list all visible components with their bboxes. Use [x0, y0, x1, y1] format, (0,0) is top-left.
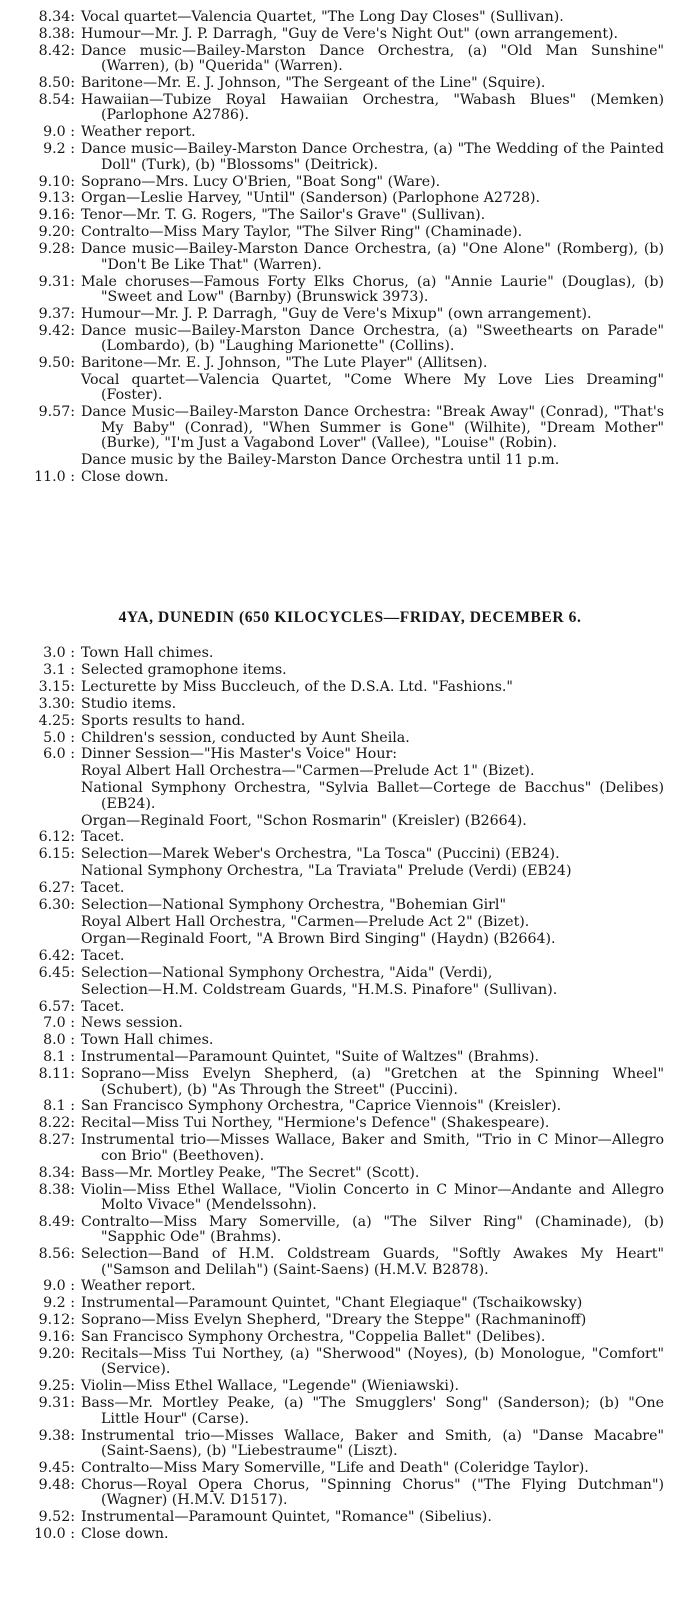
programme-entry: [0, 1347, 700, 1378]
programme-entry: [0, 1296, 700, 1311]
programme-entry: [0, 10, 700, 25]
entry-text: Male choruses—Famous Forty Elks Chorus, (a) "Annie Laurie" (Douglas), (b) "Sweet and Low" (Barnby) (Brunswick 3973).: [81, 273, 664, 305]
programme-entry: [0, 847, 700, 862]
entry-text: Soprano—Mrs. Lucy O'Brien, "Boat Song" (Ware).: [81, 173, 441, 190]
entry-text: Selection—Marek Weber's Orchestra, "La Tosca" (Puccini) (EB24).: [81, 846, 560, 863]
entry-time: 7.0 :: [43, 1015, 75, 1032]
programme-entry: [0, 275, 700, 306]
entry-text: Organ—Reginald Foort, "Schon Rosmarin" (Kreisler) (B2664).: [81, 812, 527, 829]
entry-text: Royal Albert Hall Orchestra—"Carmen—Prelude Act 1" (Bizet).: [81, 763, 535, 780]
entry-text: Selection—H.M. Coldstream Guards, "H.M.S. Pinafore" (Sullivan).: [81, 981, 558, 998]
entry-time: 6.27:: [38, 880, 75, 897]
entry-time: 3.30:: [38, 695, 75, 712]
programme-entry: [0, 142, 700, 173]
programme-entry: [0, 915, 700, 930]
entry-text: Dance music by the Bailey-Marston Dance Orchestra until 11 p.m.: [81, 451, 560, 468]
entry-time: 9.13:: [38, 190, 75, 207]
station-header: 4YA, DUNEDIN (650 KILOCYCLES—FRIDAY, DECEMBER 6.: [118, 609, 582, 626]
entry-text: Children's session, conducted by Aunt Sheila.: [81, 729, 410, 746]
entry-text: Humour—Mr. J. P. Darragh, "Guy de Vere's Night Out" (own arrangement).: [81, 25, 619, 42]
entry-time: 6.12:: [38, 829, 75, 846]
programme-entry: [0, 356, 700, 371]
programme-entry: [0, 373, 700, 404]
entry-time: 8.11:: [38, 1066, 75, 1083]
programme-entry: [0, 242, 700, 273]
entry-time: 8.38:: [38, 25, 75, 42]
entry-time: 9.52:: [38, 1509, 75, 1526]
entry-time: 11.0 :: [34, 468, 75, 485]
entry-time: 9.48:: [38, 1476, 75, 1493]
entry-time: 9.12:: [38, 1312, 75, 1329]
entry-time: 9.31:: [38, 1395, 75, 1412]
entry-text: San Francisco Symphony Orchestra, "Caprice Viennois" (Kreisler).: [81, 1098, 562, 1115]
programme-entry: [0, 1429, 700, 1460]
programme-entry: [0, 1478, 700, 1509]
entry-text: Dance music—Bailey-Marston Dance Orchestra, (a) "The Wedding of the Painted Doll" (Turk), (b) "Blossoms" (Deitrick).: [81, 141, 664, 173]
programme-entry: [0, 747, 700, 762]
entry-time: 9.0 :: [43, 1278, 75, 1295]
entry-time: 9.37:: [38, 305, 75, 322]
programme-entry: [0, 27, 700, 42]
programme-entry: [0, 1396, 700, 1427]
programme-entry: [0, 1016, 700, 1031]
entry-text: Tacet.: [81, 829, 125, 846]
entry-time: 9.31:: [38, 273, 75, 290]
entry-text: Vocal quartet—Valencia Quartet, "Come Where My Love Lies Dreaming" (Foster).: [81, 371, 664, 404]
programme-entry: [0, 225, 700, 240]
programme-entry: [0, 453, 700, 468]
programme-entry: [0, 1461, 700, 1476]
programme-entry: [0, 830, 700, 845]
programme-entry: [0, 1527, 700, 1542]
entry-time: 8.1 :: [43, 1098, 75, 1115]
entry-text: Instrumental trio—Misses Wallace, Baker and Smith, (a) "Danse Macabre" (Saint-Saens), (b) "Liebestraume" (Liszt).: [81, 1427, 664, 1459]
entry-text: Dinner Session—"His Master's Voice" Hour:: [81, 746, 398, 763]
entry-text: Tacet.: [81, 880, 125, 897]
entry-time: 9.10:: [38, 173, 75, 190]
programme-entry: [0, 44, 700, 75]
entry-text: National Symphony Orchestra, "La Traviata" Prelude (Verdi) (EB24): [81, 863, 572, 880]
programme-entry: [0, 208, 700, 223]
entry-text: Chorus—Royal Opera Chorus, "Spinning Chorus" ("The Flying Dutchman") (Wagner) (H.M.V. D1517).: [81, 1476, 664, 1509]
entry-text: Dance Music—Bailey-Marston Dance Orchestra: "Break Away" (Conrad), "That's My Baby" (Conrad), "When Summer is Gone" (Wilhite), "Dream Mother" (Burke), "I'm Just a Vagabond Lover" (Vallee), "Louise" (Robin).: [81, 404, 664, 452]
entry-time: 8.54:: [38, 92, 75, 109]
entry-time: 8.49:: [38, 1213, 75, 1230]
programme-entry: [0, 324, 700, 355]
entry-time: 3.15:: [38, 678, 75, 695]
entry-text: Royal Albert Hall Orchestra, "Carmen—Prelude Act 2" (Bizet).: [81, 914, 530, 930]
programme-entry: [0, 646, 700, 661]
entry-text: Town Hall chimes.: [81, 645, 214, 661]
programme-entry: [0, 663, 700, 678]
entry-time: 10.0 :: [34, 1526, 75, 1543]
entry-text: Contralto—Miss Mary Taylor, "The Silver Ring" (Chaminade).: [81, 224, 523, 241]
programme-entry: [0, 949, 700, 964]
entry-time: 6.15:: [38, 846, 75, 863]
entry-time: 6.57:: [38, 998, 75, 1015]
entry-text: Bass—Mr. Mortley Peake, "The Secret" (Scott).: [81, 1164, 420, 1181]
programme-entry: [0, 1247, 700, 1278]
entry-time: 9.2 :: [43, 141, 75, 158]
entry-text: Tacet.: [81, 998, 125, 1015]
entry-text: Organ—Reginald Foort, "A Brown Bird Singing" (Haydn) (B2664).: [81, 930, 556, 947]
programme-entry: [0, 781, 700, 812]
entry-text: Selection—Band of H.M. Coldstream Guards, "Softly Awakes My Heart" ("Samson and Delilah") (Saint-Saens) (H.M.V. B2878).: [81, 1246, 664, 1278]
programme-entry: [0, 864, 700, 879]
entry-text: Instrumental—Paramount Quintet, "Romance" (Sibelius).: [81, 1509, 492, 1526]
entry-time: 9.0 :: [43, 124, 75, 141]
entry-text: Studio items.: [81, 695, 177, 712]
entry-text: Humour—Mr. J. P. Darragh, "Guy de Vere's Mixup" (own arrangement).: [81, 305, 592, 322]
entry-time: 9.42:: [38, 322, 75, 339]
programme-entry: [0, 1033, 700, 1048]
entry-time: 6.42:: [38, 947, 75, 964]
entry-text: Violin—Miss Ethel Wallace, "Legende" (Wieniawski).: [81, 1378, 459, 1395]
entry-time: 8.27:: [38, 1132, 75, 1149]
entry-time: 9.25:: [38, 1378, 75, 1395]
programme-entry: [0, 697, 700, 712]
entry-text: Dance music—Bailey-Marston Dance Orchestra, (a) "Sweethearts on Parade" (Lombardo), (b) "Laughing Marionette" (Collins).: [81, 322, 664, 355]
programme-entry: [0, 966, 700, 981]
entry-time: 9.16:: [38, 1329, 75, 1346]
programme-entry: [0, 714, 700, 729]
programme-entry: [0, 1510, 700, 1525]
programme-entry: [0, 1379, 700, 1394]
entry-time: 9.38:: [38, 1427, 75, 1444]
programme-entry: [0, 125, 700, 140]
entry-text: Instrumental—Paramount Quintet, "Suite of Waltzes" (Brahms).: [81, 1049, 540, 1066]
entry-time: 9.20:: [38, 224, 75, 241]
entry-text: Baritone—Mr. E. J. Johnson, "The Lute Player" (Allitsen).: [81, 355, 488, 372]
entry-text: Soprano—Miss Evelyn Shepherd, (a) "Gretchen at the Spinning Wheel" (Schubert), (b) "As Through the Street" (Puccini).: [81, 1066, 664, 1098]
programme-entry: [0, 93, 700, 124]
entry-text: Recital—Miss Tui Northey, "Hermione's Defence" (Shakespeare).: [81, 1115, 550, 1132]
entry-time: 9.50:: [38, 355, 75, 372]
entry-text: Vocal quartet—Valencia Quartet, "The Long Day Closes" (Sullivan).: [81, 9, 564, 25]
entry-text: Violin—Miss Ethel Wallace, "Violin Concerto in C Minor—Andante and Allegro Molto Vivace" (Mendelssohn).: [81, 1181, 664, 1213]
programme-entry: [0, 898, 700, 913]
programme-entry: [0, 1099, 700, 1114]
entry-time: 9.2 :: [43, 1295, 75, 1312]
entry-time: 5.0 :: [43, 729, 75, 746]
entry-time: 8.42:: [38, 42, 75, 59]
programme-entry: [0, 1330, 700, 1345]
entry-text: Instrumental—Paramount Quintet, "Chant Elegiaque" (Tschaikowsky): [81, 1295, 583, 1312]
programme-entry: [0, 680, 700, 695]
programme-entry: [0, 1279, 700, 1294]
programme-entry: [0, 983, 700, 998]
programme-entry: [0, 191, 700, 206]
entry-text: San Francisco Symphony Orchestra, "Coppelia Ballet" (Delibes).: [81, 1329, 546, 1346]
entry-text: Selection—National Symphony Orchestra, "Aida" (Verdi),: [81, 964, 493, 981]
entry-text: Baritone—Mr. E. J. Johnson, "The Sergeant of the Line" (Squire).: [81, 75, 546, 92]
programme-entry: [0, 1313, 700, 1328]
programme-entry: [0, 814, 700, 829]
programme-entry: [0, 881, 700, 896]
entry-text: Selection—National Symphony Orchestra, "Bohemian Girl": [81, 897, 506, 914]
entry-time: 8.34:: [38, 9, 75, 25]
entry-time: 3.0 :: [43, 645, 75, 661]
entry-time: 8.34:: [38, 1164, 75, 1181]
entry-text: Organ—Leslie Harvey, "Until" (Sanderson) (Parlophone A2728).: [81, 190, 541, 207]
programme-entry: [0, 1050, 700, 1065]
entry-time: 6.30:: [38, 897, 75, 914]
entry-time: 6.45:: [38, 964, 75, 981]
programme-entry: [0, 470, 700, 485]
programme-entry: [0, 307, 700, 322]
entry-time: 8.50:: [38, 75, 75, 92]
entry-text: News session.: [81, 1015, 183, 1032]
entry-time: 8.22:: [38, 1115, 75, 1132]
programme-entry: [0, 1215, 700, 1246]
entry-time: 9.45:: [38, 1459, 75, 1476]
programme-entry: [0, 1116, 700, 1131]
programme-entry: [0, 1166, 700, 1181]
entry-text: Lecturette by Miss Buccleuch, of the D.S.A. Ltd. "Fashions.": [81, 678, 513, 695]
entry-time: 8.56:: [38, 1246, 75, 1263]
programme-part-1: [0, 10, 700, 487]
entry-text: Weather report.: [81, 1278, 196, 1295]
entry-time: 8.38:: [38, 1181, 75, 1198]
programme-part-2: [0, 646, 700, 1544]
entry-text: Dance music—Bailey-Marston Dance Orchestra, (a) "One Alone" (Romberg), (b) "Don't Be Like That" (Warren).: [81, 241, 664, 273]
entry-text: Town Hall chimes.: [81, 1032, 214, 1049]
entry-text: Tenor—Mr. T. G. Rogers, "The Sailor's Grave" (Sullivan).: [81, 207, 486, 224]
entry-text: Tacet.: [81, 947, 125, 964]
programme-entry: [0, 1067, 700, 1098]
entry-time: 8.0 :: [43, 1032, 75, 1049]
programme-entry: [0, 1133, 700, 1164]
entry-time: 3.1 :: [43, 661, 75, 678]
entry-text: Hawaiian—Tubize Royal Hawaiian Orchestra, "Wabash Blues" (Memken) (Parlophone A2786).: [81, 92, 664, 124]
programme-entry: [0, 932, 700, 947]
entry-text: Weather report.: [81, 124, 196, 141]
programme-entry: [0, 76, 700, 91]
entry-text: Bass—Mr. Mortley Peake, (a) "The Smugglers' Song" (Sanderson); (b) "One Little Hour" (Carse).: [81, 1395, 664, 1427]
programme-entry: [0, 175, 700, 190]
entry-time: 9.16:: [38, 207, 75, 224]
entry-text: Close down.: [81, 468, 169, 485]
entry-text: Selected gramophone items.: [81, 661, 287, 678]
entry-text: Dance music—Bailey-Marston Dance Orchestra, (a) "Old Man Sunshine" (Warren), (b) "Querida" (Warren).: [81, 42, 664, 75]
entry-text: National Symphony Orchestra, "Sylvia Ballet—Cortege de Bacchus" (Delibes) (EB24).: [81, 780, 664, 812]
entry-time: 9.28:: [38, 241, 75, 258]
entry-text: Close down.: [81, 1526, 169, 1543]
entry-text: Sports results to hand.: [81, 712, 246, 729]
entry-time: 8.1 :: [43, 1049, 75, 1066]
entry-time: 4.25:: [38, 712, 75, 729]
entry-text: Contralto—Miss Mary Somerville, "Life and Death" (Coleridge Taylor).: [81, 1459, 589, 1476]
programme-entry: [0, 1000, 700, 1015]
programme-entry: [0, 764, 700, 779]
entry-text: Soprano—Miss Evelyn Shepherd, "Dreary the Steppe" (Rachmaninoff): [81, 1312, 587, 1329]
entry-time: 9.20:: [38, 1346, 75, 1363]
programme-entry: [0, 1183, 700, 1214]
entry-time: 9.57:: [38, 404, 75, 421]
entry-text: Instrumental trio—Misses Wallace, Baker and Smith, "Trio in C Minor—Allegro con Brio" (Beethoven).: [81, 1132, 664, 1164]
entry-text: Recitals—Miss Tui Northey, (a) "Sherwood" (Noyes), (b) Monologue, "Comfort" (Service).: [81, 1346, 664, 1378]
programme-entry: [0, 731, 700, 746]
entry-time: 6.0 :: [43, 746, 75, 763]
programme-entry: [0, 405, 700, 451]
entry-text: Contralto—Miss Mary Somerville, (a) "The Silver Ring" (Chaminade), (b) "Sapphic Ode" (Brahms).: [81, 1213, 664, 1246]
